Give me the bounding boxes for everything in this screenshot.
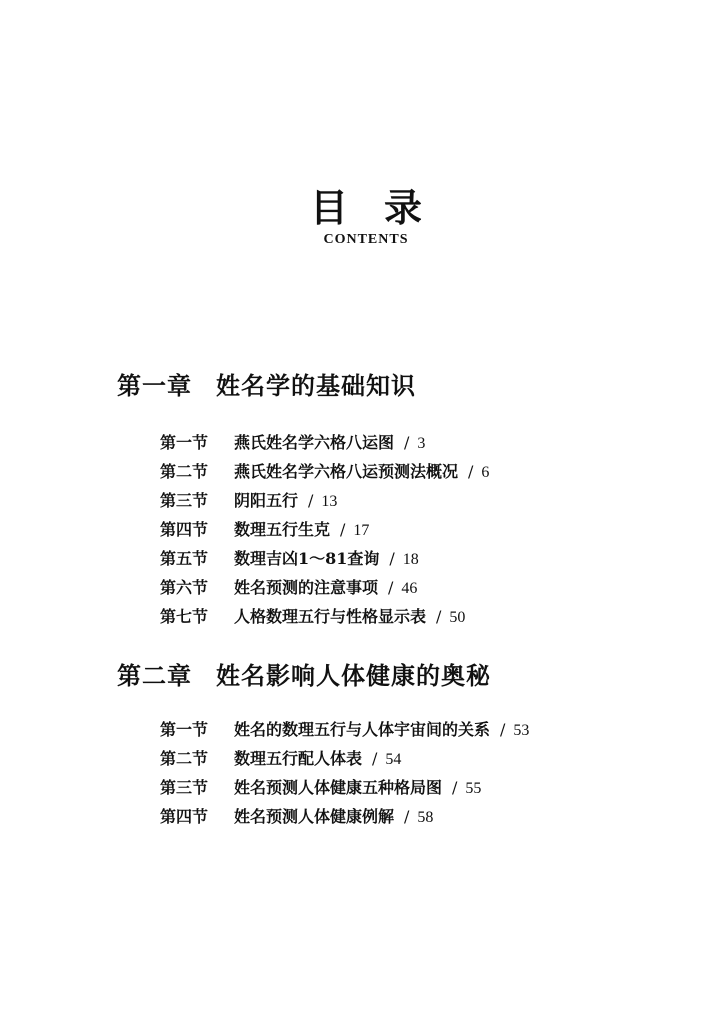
section-number: 第一节 — [160, 720, 209, 739]
chapter-number: 第一章 — [117, 371, 192, 400]
section-title: 姓名预测人体健康例解 — [234, 807, 395, 826]
separator: / — [500, 720, 506, 739]
section-title: 姓名预测的注意事项 — [234, 578, 379, 597]
section-title: 数理五行配人体表 — [234, 749, 363, 768]
toc-entry[interactable] — [160, 602, 489, 631]
toc-entry[interactable] — [160, 457, 489, 486]
section-number: 第一节 — [160, 433, 209, 452]
section-number: 第四节 — [160, 807, 209, 826]
section-number: 第四节 — [160, 520, 209, 539]
toc-header — [0, 186, 724, 248]
section-title: 燕氏姓名学六格八运预测法概况 — [234, 462, 459, 481]
separator: / — [436, 607, 442, 626]
separator: / — [308, 491, 314, 510]
section-title: 燕氏姓名学六格八运图 — [234, 433, 395, 452]
page-number: 54 — [385, 751, 402, 768]
chapter-number: 第二章 — [117, 661, 192, 690]
separator: / — [388, 578, 394, 597]
page-number: 53 — [513, 722, 530, 739]
toc-entry[interactable] — [160, 486, 489, 515]
separator: / — [372, 749, 378, 768]
separator: / — [340, 520, 346, 539]
section-number: 第六节 — [160, 578, 209, 597]
chapter-title: 姓名学的基础知识 — [216, 371, 416, 400]
section-number: 第五节 — [160, 549, 209, 568]
separator: / — [468, 462, 474, 481]
page-number: 3 — [417, 435, 426, 452]
toc-entry[interactable] — [160, 773, 529, 802]
page-subtitle: CONTENTS — [323, 232, 409, 247]
section-title: 姓名的数理五行与人体宇宙间的关系 — [234, 720, 491, 739]
section-title: 姓名预测人体健康五种格局图 — [234, 778, 443, 797]
chapter-title: 姓名影响人体健康的奥秘 — [216, 661, 491, 690]
section-number: 第二节 — [160, 462, 209, 481]
separator: / — [404, 807, 410, 826]
toc-entry[interactable] — [160, 544, 489, 573]
toc-entry[interactable] — [160, 515, 489, 544]
section-number: 第三节 — [160, 778, 209, 797]
toc-entry[interactable] — [160, 573, 489, 602]
chapter-heading-2[interactable] — [117, 656, 491, 691]
section-title: 阴阳五行 — [234, 491, 299, 510]
section-number: 第二节 — [160, 749, 209, 768]
section-number: 第三节 — [160, 491, 209, 510]
page-number: 13 — [321, 493, 338, 510]
section-number: 第七节 — [160, 607, 209, 626]
section-list-2 — [160, 715, 529, 831]
page-number: 58 — [417, 809, 434, 826]
toc-entry[interactable] — [160, 715, 529, 744]
section-list-1 — [160, 428, 489, 631]
page-number: 17 — [353, 522, 370, 539]
chapter-heading-1[interactable] — [117, 366, 416, 401]
toc-entry[interactable] — [160, 802, 529, 831]
toc-entry[interactable] — [160, 428, 489, 457]
separator: / — [404, 433, 410, 452]
section-title: 数理吉凶1～81查询 — [234, 549, 380, 568]
page-title: 目录 — [309, 185, 458, 230]
section-title: 数理五行生克 — [234, 520, 331, 539]
page-number: 18 — [402, 551, 419, 568]
page-number: 50 — [449, 609, 466, 626]
page-number: 55 — [465, 780, 482, 797]
page-number: 46 — [401, 580, 418, 597]
toc-entry[interactable] — [160, 744, 529, 773]
separator: / — [452, 778, 458, 797]
section-title: 人格数理五行与性格显示表 — [234, 607, 427, 626]
page-number: 6 — [481, 464, 490, 481]
separator: / — [389, 549, 395, 568]
